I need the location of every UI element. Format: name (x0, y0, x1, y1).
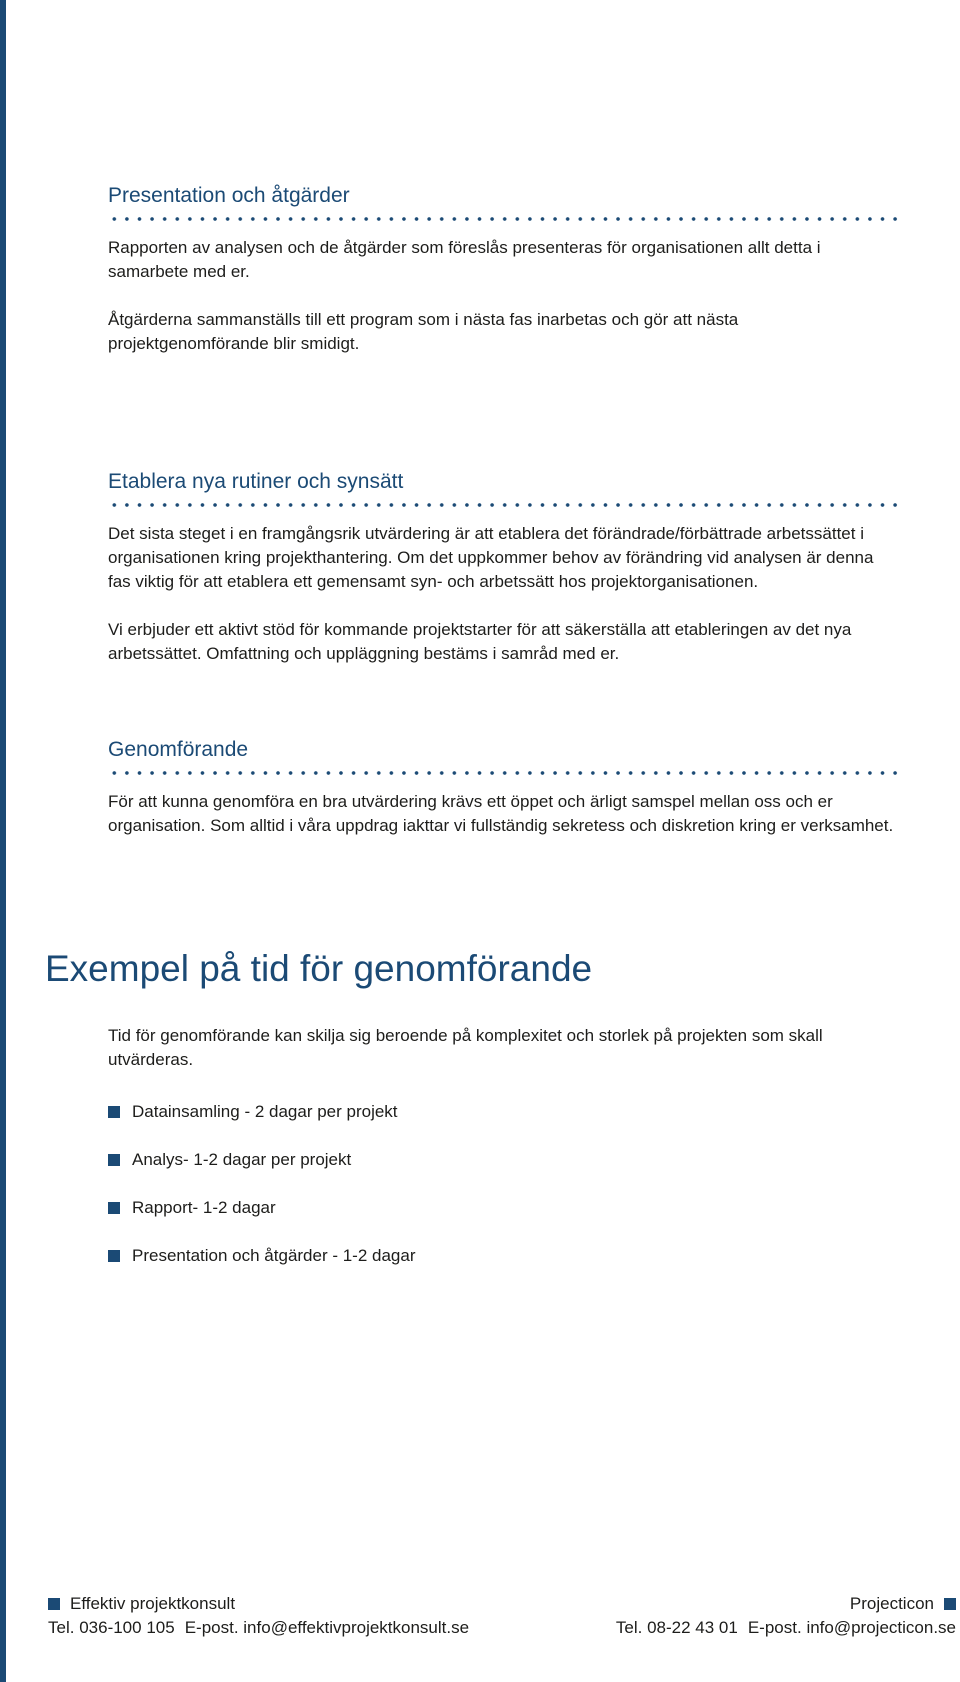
square-bullet-icon (944, 1598, 956, 1610)
paragraph: Rapporten av analysen och de åtgärder som föreslås presenteras för organisationen allt detta i samarbete med er. (108, 238, 821, 281)
dotted-divider (108, 502, 898, 508)
list-item-label: Rapport- 1-2 dagar (132, 1198, 276, 1217)
paragraph: Vi erbjuder ett aktivt stöd för kommande projektstarter för att säkerställa att etableringen av det nya arbetssättet. Omfattning och uppläggning bestäms i samråd med er. (108, 620, 852, 663)
list-item-label: Analys- 1-2 dagar per projekt (132, 1150, 352, 1169)
footer-contact-line (48, 1616, 469, 1640)
footer-company-name: Projecticon (849, 1594, 934, 1613)
list-item (108, 1148, 416, 1196)
dotted-divider (108, 770, 898, 776)
footer-phone: 08-22 43 01 (647, 1618, 738, 1637)
list-item-label: Presentation och åtgärder - 1-2 dagar (132, 1246, 416, 1265)
square-bullet-icon (108, 1154, 120, 1166)
footer-email-link[interactable]: info@effektivprojektkonsult.se (243, 1618, 470, 1637)
example-title: Exempel på tid för genomförande (45, 948, 593, 989)
section-etablera (108, 468, 898, 666)
example-intro-block (108, 1024, 898, 1072)
footer-email-label: E-post. (747, 1618, 802, 1637)
footer-phone: 036-100 105 (79, 1618, 175, 1637)
square-bullet-icon (48, 1598, 60, 1610)
section-genomforande (108, 736, 898, 838)
footer-company-line (616, 1592, 956, 1616)
list-item (108, 1244, 416, 1292)
left-accent-bar (0, 0, 6, 1682)
list-item-label: Datainsamling - 2 dagar per projekt (132, 1102, 398, 1121)
footer-tel-label: Tel. (615, 1618, 643, 1637)
list-item (108, 1100, 416, 1148)
square-bullet-icon (108, 1250, 120, 1262)
duration-list (108, 1100, 416, 1292)
section-title: Etablera nya rutiner och synsätt (108, 470, 404, 493)
footer-email-label: E-post. (184, 1618, 239, 1637)
section-presentation (108, 182, 898, 356)
footer-company-line (48, 1592, 469, 1616)
paragraph: Det sista steget i en framgångsrik utvärdering är att etablera det förändrade/förbättrade arbetssättet i organisationen kring projekthantering. Om det uppkommer behov av förändring vid analysen är denna fas viktig för att etablera ett gemensamt syn- och arbetssätt hos projektorganisationen. (108, 524, 874, 591)
list-item (108, 1196, 416, 1244)
footer-company-name: Effektiv projektkonsult (70, 1594, 236, 1613)
footer-contact-line (616, 1616, 956, 1640)
paragraph: För att kunna genomföra en bra utvärdering krävs ett öppet och ärligt samspel mellan oss och er organisation. Som alltid i våra uppdrag iakttar vi fullständig sekretess och diskretion kring er verksamhet. (108, 792, 894, 835)
square-bullet-icon (108, 1202, 120, 1214)
section-title: Genomförande (108, 738, 249, 761)
section-title: Presentation och åtgärder (108, 184, 350, 207)
footer-email-link[interactable]: info@projecticon.se (806, 1618, 956, 1637)
paragraph: Åtgärderna sammanställs till ett program som i nästa fas inarbetas och gör att nästa projektgenomförande blir smidigt. (108, 310, 739, 353)
square-bullet-icon (108, 1106, 120, 1118)
example-intro: Tid för genomförande kan skilja sig beroende på komplexitet och storlek på projekten som skall utvärderas. (108, 1026, 823, 1069)
dotted-divider (108, 216, 898, 222)
footer-right-contact (616, 1592, 956, 1640)
footer-tel-label: Tel. (48, 1618, 75, 1637)
footer-left-contact (48, 1592, 469, 1640)
